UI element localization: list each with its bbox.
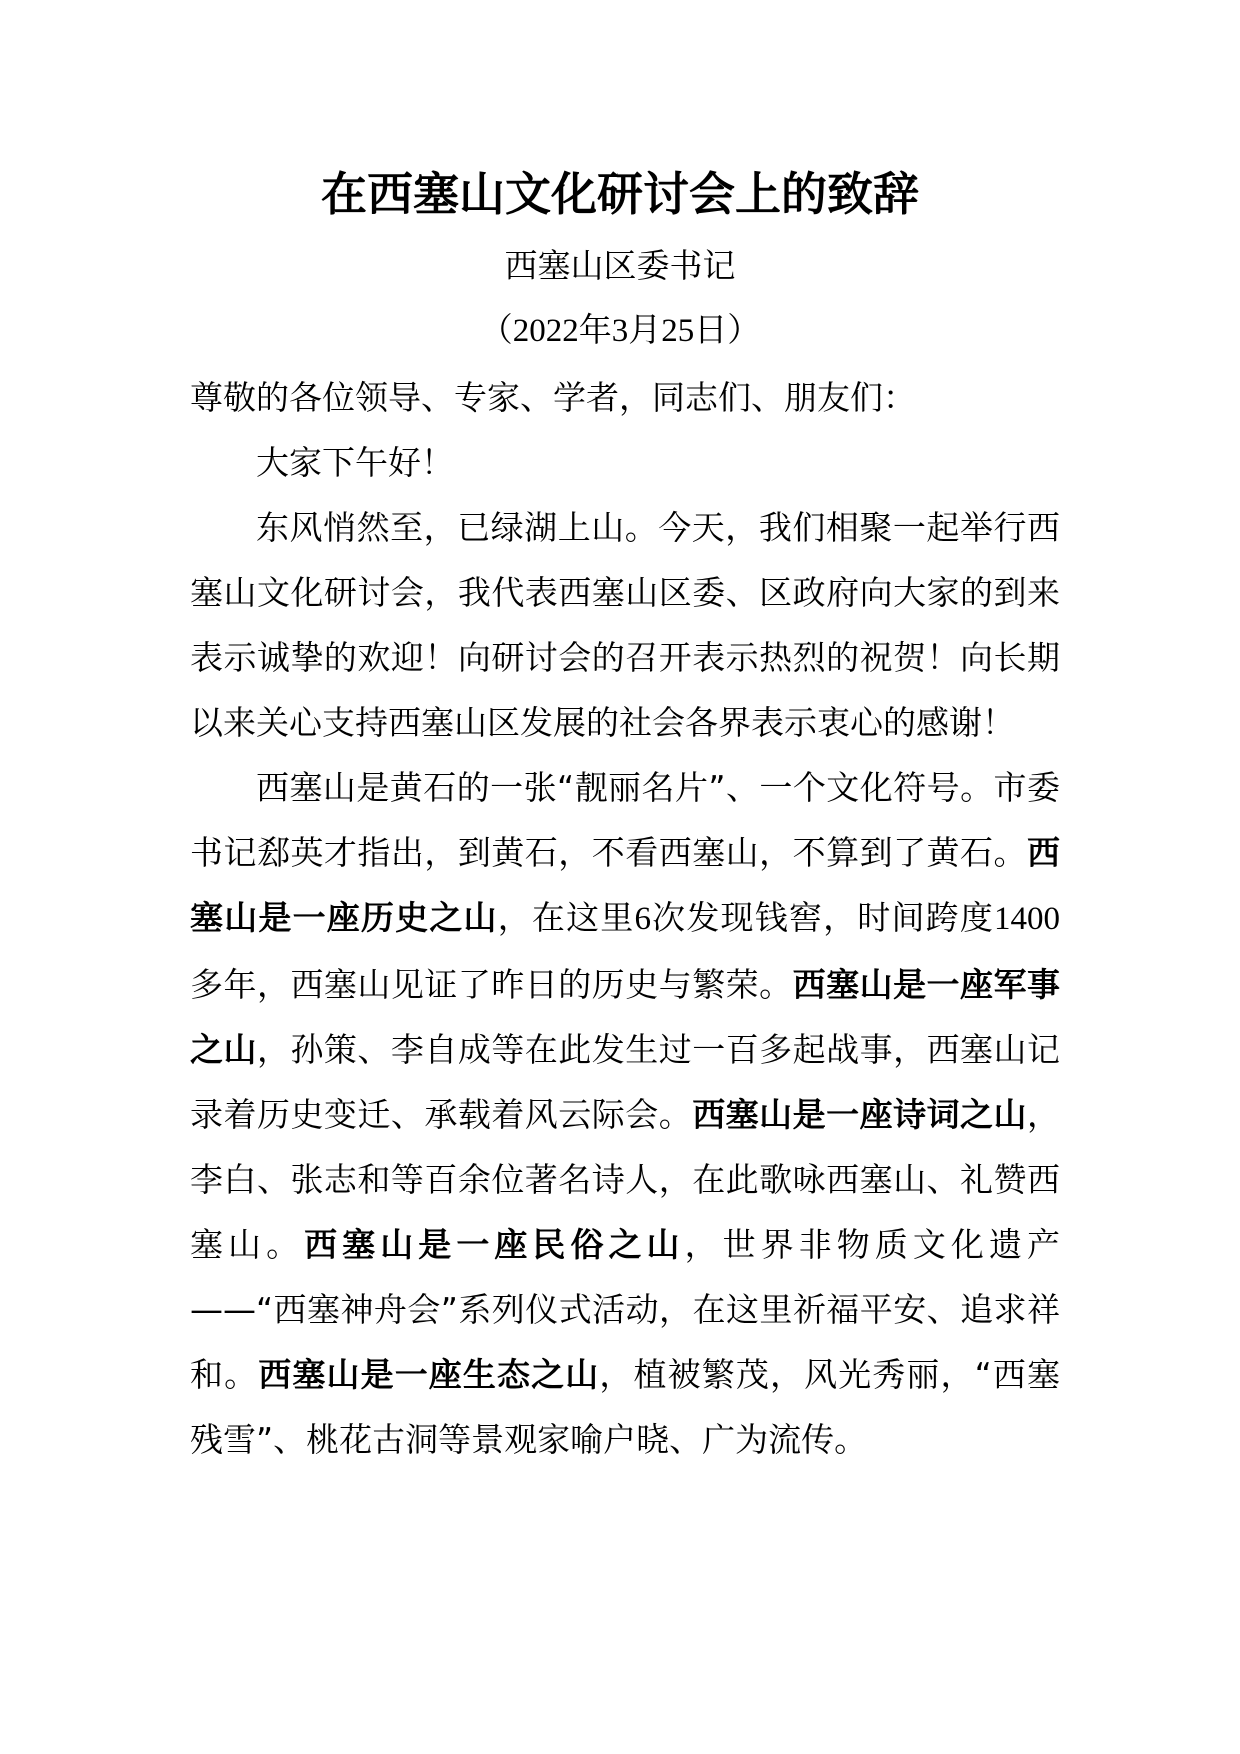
date-month: 3 — [611, 313, 629, 349]
p2-number-1400: 1400 — [994, 901, 1060, 937]
p2-sentence-2c: 多年，西塞山见证了昨日的历史与繁荣。 — [190, 965, 793, 1004]
date-day: 25 — [661, 313, 695, 349]
p2-bold-history: 西塞山是一座历史之山 — [190, 833, 1060, 937]
p2-sentence-3: ，孙策、李自成等在此发生过一百多起战事，西塞山记录着历史变迁、承载着风云际会。 — [190, 1030, 1061, 1134]
document-date — [185, 298, 1055, 363]
p2-bold-poetry: 西塞山是一座诗词之山 — [692, 1095, 1028, 1134]
date-day-unit: 日 — [694, 310, 728, 349]
date-close-paren: ） — [727, 310, 761, 349]
paragraph-welcome: 东风悄然至，已绿湖上山。今天，我们相聚一起举行西塞山文化研讨会，我代表西塞山区委、区政府向大家的到来表示诚挚的欢迎！向研讨会的召开表示热烈的祝贺！向长期以来关心支持西塞山区发展的社会各界表示衷心的感谢！ — [190, 508, 1060, 742]
p2-sentence-1: 西塞山是黄石的一张“靓丽名片”、一个文化符号。市委书记郄英才指出，到黄石，不看西塞山，不算到了黄石。 — [190, 768, 1060, 872]
p2-sentence-2a: ，在这里 — [497, 898, 635, 937]
document-author: 西塞山区委书记 — [504, 246, 736, 285]
p2-sentence-4: ，李白、张志和等百余位著名诗人，在此歌咏西塞山、礼赞西塞山。 — [190, 1095, 1061, 1264]
p2-number-6: 6 — [634, 901, 651, 937]
date-year: 2022 — [512, 313, 579, 349]
paragraph-xisaishan — [190, 755, 1060, 1472]
p2-sentence-5: ，世界非物质文化遗产——“西塞神舟会”系列仪式活动，在这里祈福平安、追求祥和。 — [190, 1225, 1061, 1394]
greeting: 大家下午好！ — [256, 443, 454, 482]
date-month-unit: 月 — [628, 310, 662, 349]
p2-sentence-6: ，植被繁茂，风光秀丽，“西塞残雪”、桃花古洞等景观家喻户晓、广为流传。 — [190, 1355, 1060, 1459]
p2-bold-folklore: 西塞山是一座民俗之山 — [304, 1225, 685, 1264]
document-page — [190, 158, 1060, 1472]
p2-bold-ecology: 西塞山是一座生态之山 — [258, 1355, 600, 1394]
document-title: 在西塞山文化研讨会上的致辞 — [321, 167, 919, 221]
date-open-paren: （ — [479, 310, 513, 349]
date-year-unit: 年 — [578, 310, 612, 349]
salutation: 尊敬的各位领导、专家、学者，同志们、朋友们： — [190, 378, 916, 417]
p2-sentence-2b: 次发现钱窖，时间跨度 — [650, 898, 994, 937]
p2-bold-military: 西塞山是一座军事之山 — [190, 965, 1061, 1069]
